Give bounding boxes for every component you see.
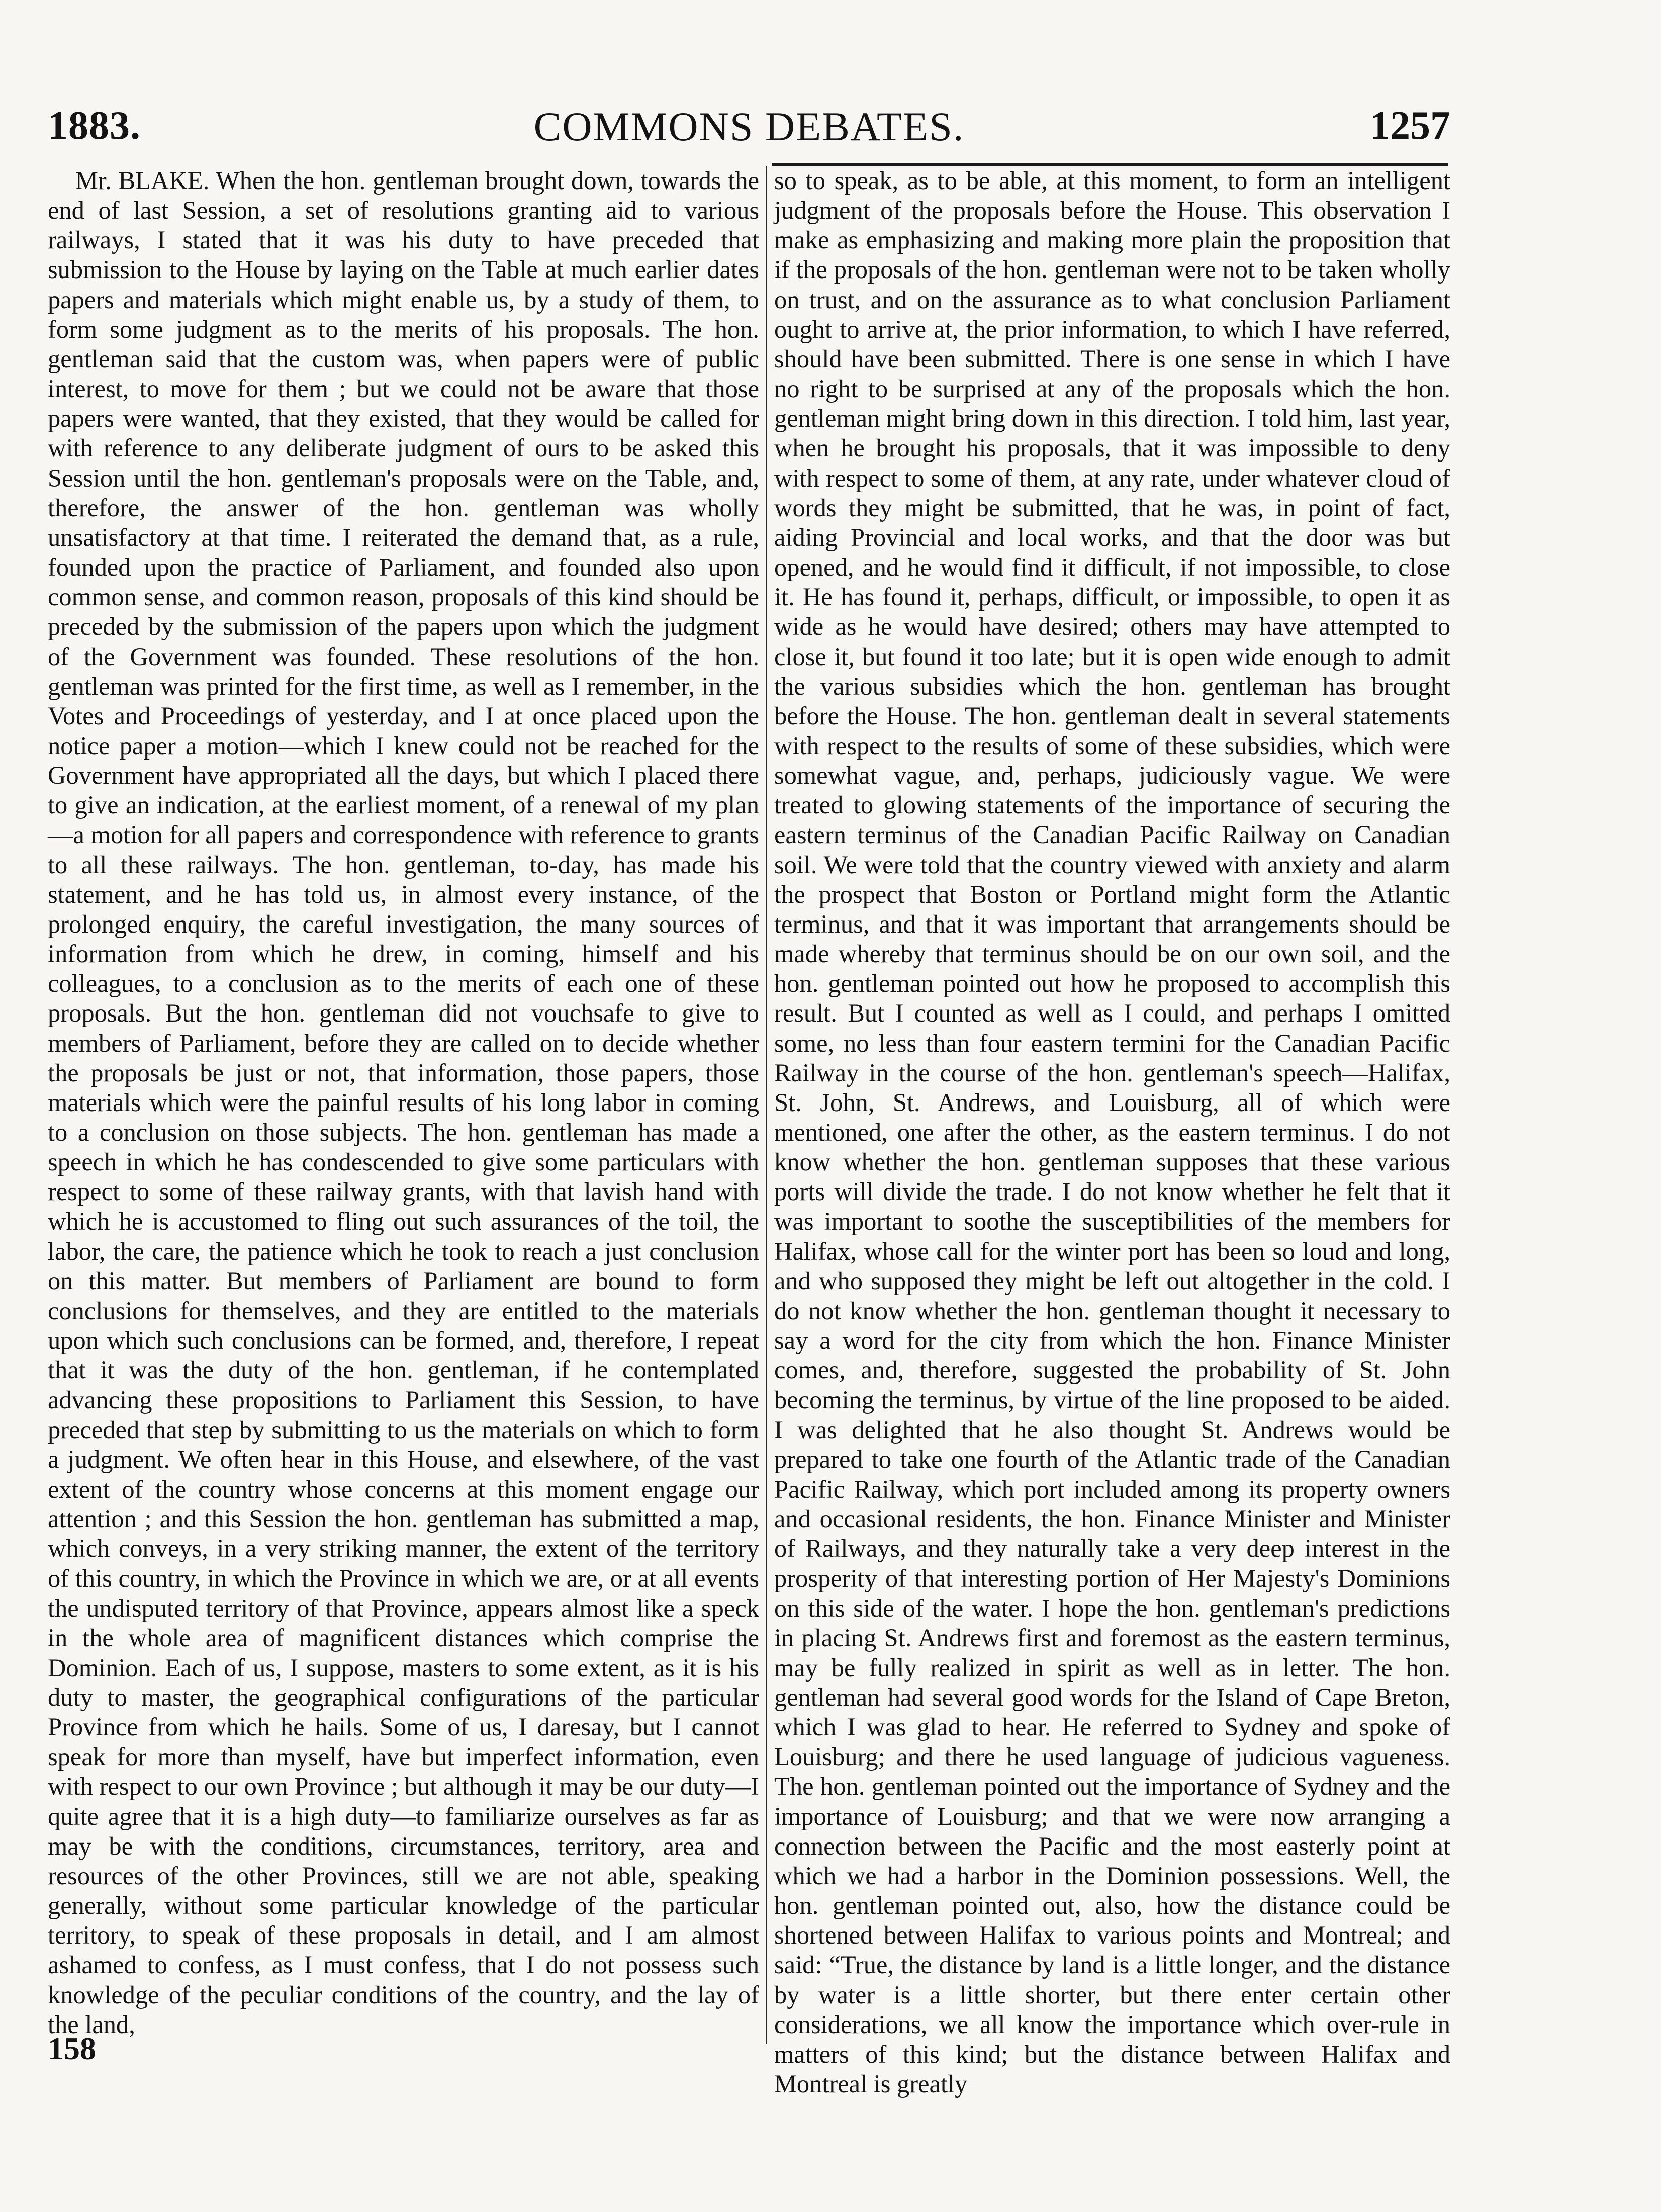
header-title: COMMONS DEBATES. (533, 104, 965, 149)
page-header (48, 103, 1450, 148)
header-year: 1883. (48, 104, 141, 148)
right-column-text: so to speak, as to be able, at this moment, to form an intelligent judgment of the proposals before the House. This observation I make as emphasizing and making more plain the proposition that if the proposals of the hon. gentleman were not to be taken wholly on trust, and on the assurance as to what conclusion Parliament ought to arrive at, the prior information, to which I have referred, should have been submitted. There is one sense in which I have no right to be surprised at any of the proposals which the hon. gentleman might bring down in this direction. I told him, last year, when he brought his proposals, that it was impossible to deny with respect to some of them, at any rate, under whatever cloud of words they might be submitted, that he was, in point of fact, aiding Provincial and local works, and that the door was but opened, and he would find it difficult, if not impossible, to close it. He has found it, perhaps, difficult, or impossible, to open it as wide as he would have desired; others may have attempted to close it, but found it too late; but it is open wide enough to admit the various subsidies which the hon. gentleman has brought before the House. The hon. gentleman dealt in several statements with respect to the results of some of these subsidies, which were somewhat vague, and, perhaps, judiciously vague. We were treated to glowing statements of the importance of securing the eastern terminus of the Canadian Pacific Railway on Canadian soil. We were told that the country viewed with anxiety and alarm the prospect that Boston or Portland might form the Atlantic terminus, and that it was important that arrangements should be made whereby that terminus should be on our own soil, and the hon. gentleman pointed out how he proposed to accomplish this result. But I counted as well as I could, and perhaps I omitted some, no less than four eastern termini for the Canadian Pacific Railway in the course of the hon. gentleman's speech—Halifax, St. John, St. Andrews, and Louisburg, all of which were mentioned, one after the other, as the eastern terminus. I do not know whether the hon. gentleman supposes that these various ports will divide the trade. I do not know whether he felt that it was important to soothe the susceptibilities of the members for Halifax, whose call for the winter port has been so loud and long, and who supposed they might be left out altogether in the cold. I do not know whether the hon. gentleman thought it necessary to say a word for the city from which the hon. Finance Minister comes, and, therefore, suggested the probability of St. John becoming the terminus, by virtue of the line proposed to be aided. I was delighted that he also thought St. Andrews would be prepared to take one fourth of the Atlantic trade of the Canadian Pacific Railway, which port included among its property owners and occasional residents, the hon. Finance Minister and Minister of Railways, and they naturally take a very deep interest in the prosperity of that interesting portion of Her Majesty's Dominions on this side of the water. I hope the hon. gentleman's predictions in placing St. Andrews first and foremost as the eastern terminus, may be fully realized in spirit as well as in letter. The hon. gentleman had several good words for the Island of Cape Breton, which I was glad to hear. He referred to Sydney and spoke of Louisburg; and there he used language of judicious vagueness. The hon. gentleman pointed out the importance of Sydney and the importance of Louisburg; and that we were now arranging a connection between the Pacific and the most easterly point at which we had a harbor in the Dominion possessions. Well, the hon. gentleman pointed out, also, how the distance could be shortened between Halifax to various points and Montreal; and said: “True, the distance by land is a little longer, and the distance by water is a little shorter, but there enter certain other considerations, we all know the importance which over-rule in matters of this kind; but the distance between Halifax and Montreal is greatly (774, 166, 1450, 2098)
left-column-text: Mr. BLAKE. When the hon. gentleman brought down, towards the end of last Session, a set of resolutions granting aid to various railways, I stated that it was his duty to have preceded that submission to the House by laying on the Table at much earlier dates papers and materials which might enable us, by a study of them, to form some judgment as to the merits of his proposals. The hon. gentleman said that the custom was, when papers were of public interest, to move for them ; but we could not be aware that those papers were wanted, that they existed, that they would be called for with reference to any deliberate judgment of ours to be asked this Session until the hon. gentleman's proposals were on the Table, and, therefore, the answer of the hon. gentleman was wholly unsatisfactory at that time. I reiterated the demand that, as a rule, founded upon the practice of Parliament, and founded also upon common sense, and common reason, proposals of this kind should be preceded by the submission of the papers upon which the judgment of the Government was founded. These resolutions of the hon. gentleman was printed for the first time, as well as I remember, in the Votes and Proceedings of yesterday, and I at once placed upon the notice paper a motion—which I knew could not be reached for the Government have appropriated all the days, but which I placed there to give an indication, at the earliest moment, of a renewal of my plan—a motion for all papers and correspondence with reference to grants to all these railways. The hon. gentleman, to-day, has made his statement, and he has told us, in almost every instance, of the prolonged enquiry, the careful investigation, the many sources of information from which he drew, in coming, himself and his colleagues, to a conclusion as to the merits of each one of these proposals. But the hon. gentleman did not vouchsafe to give to members of Parliament, before they are called on to decide whether the proposals be just or not, that information, those papers, those materials which were the painful results of his long labor in coming to a conclusion on those subjects. The hon. gentleman has made a speech in which he has condescended to give some particulars with respect to some of these railway grants, with that lavish hand with which he is accustomed to fling out such assurances of the toil, the labor, the care, the patience which he took to reach a just conclusion on this matter. But members of Parliament are bound to form conclusions for themselves, and they are entitled to the materials upon which such conclusions can be formed, and, therefore, I repeat that it was the duty of the hon. gentleman, if he contemplated advancing these propositions to Parliament this Session, to have preceded that step by submitting to us the materials on which to form a judgment. We often hear in this House, and elsewhere, of the vast extent of the country whose concerns at this moment engage our attention ; and this Session the hon. gentleman has submitted a map, which conveys, in a very striking manner, the extent of the territory of this country, in which the Province in which we are, or at all events the undisputed territory of that Province, appears almost like a speck in the whole area of magnificent distances which comprise the Dominion. Each of us, I suppose, masters to some extent, as it is his duty to master, the geographical configurations of the particular Province from which he hails. Some of us, I daresay, but I cannot speak for more than myself, have but imperfect information, even with respect to our own Province ; but although it may be our duty—I quite agree that it is a high duty—to familiarize ourselves as far as may be with the conditions, circumstances, territory, area and resources of the other Provinces, still we are not able, speaking generally, without some particular knowledge of the particular territory, to speak of these proposals in detail, and I am almost ashamed to confess, as I must confess, that I do not possess such knowledge of the peculiar conditions of the country, and the lay of the land, (48, 166, 759, 2039)
signature-mark: 158 (48, 2031, 96, 2066)
left-column (48, 166, 759, 2039)
column-divider (766, 166, 767, 2044)
right-column (774, 166, 1450, 2098)
header-page-number: 1257 (1370, 104, 1450, 148)
